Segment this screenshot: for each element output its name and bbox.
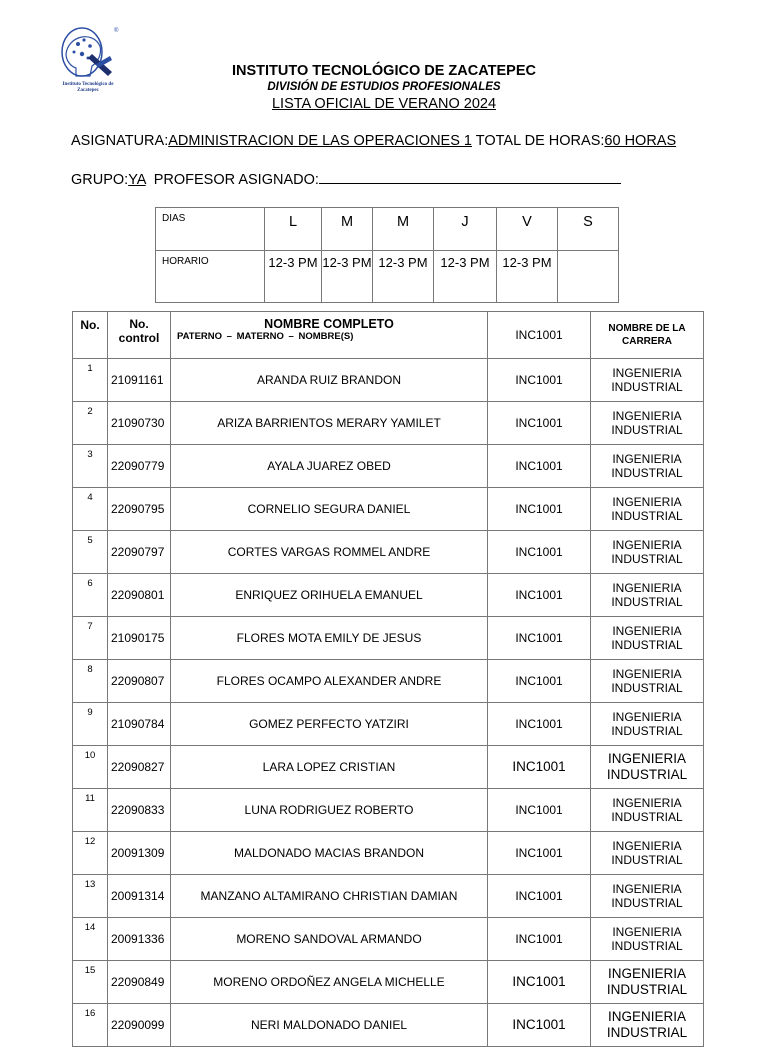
day-cell: M: [373, 208, 434, 251]
row-control-number: 20091309: [108, 832, 171, 875]
institution-title: INSTITUTO TECNOLÓGICO DE ZACATEPEC: [232, 63, 536, 79]
row-number: 9: [73, 703, 108, 746]
row-control-number: 21090784: [108, 703, 171, 746]
group-value: YA: [128, 172, 146, 188]
time-cell: 12-3 PM: [497, 251, 558, 303]
row-full-name: LUNA RODRIGUEZ ROBERTO: [171, 789, 488, 832]
row-control-number: 21090175: [108, 617, 171, 660]
schedule-table: [155, 207, 619, 303]
row-control-number: 22090807: [108, 660, 171, 703]
professor-label: PROFESOR ASIGNADO:: [145, 172, 319, 188]
row-full-name: ARANDA RUIZ BRANDON: [171, 359, 488, 402]
row-full-name: LARA LOPEZ CRISTIAN: [171, 746, 488, 789]
row-control-number: 20091314: [108, 875, 171, 918]
professor-blank-line: [319, 169, 621, 184]
row-number: 12: [73, 832, 108, 875]
row-full-name: CORTES VARGAS ROMMEL ANDRE: [171, 531, 488, 574]
table-row: [73, 402, 704, 445]
table-row: [73, 531, 704, 574]
header-name: [171, 312, 488, 359]
table-row: [73, 918, 704, 961]
row-group: INC1001: [488, 488, 591, 531]
subject-line: [71, 133, 676, 149]
header-name-sub: PATERNO – MATERNO – NOMBRE(S): [177, 331, 354, 342]
row-control-number: 22090801: [108, 574, 171, 617]
table-row: [73, 445, 704, 488]
row-full-name: MORENO SANDOVAL ARMANDO: [171, 918, 488, 961]
header-control: No. control: [108, 312, 171, 359]
row-number: 10: [73, 746, 108, 789]
time-cell: [558, 251, 619, 303]
row-group: INC1001: [488, 402, 591, 445]
row-number: 4: [73, 488, 108, 531]
row-number: 14: [73, 918, 108, 961]
row-number: 2: [73, 402, 108, 445]
table-row: [73, 488, 704, 531]
row-career: INGENIERIA INDUSTRIAL: [591, 574, 704, 617]
row-full-name: AYALA JUAREZ OBED: [171, 445, 488, 488]
row-full-name: ARIZA BARRIENTOS MERARY YAMILET: [171, 402, 488, 445]
table-row: [73, 1004, 704, 1047]
table-row: [73, 746, 704, 789]
row-group: INC1001: [488, 918, 591, 961]
row-full-name: MANZANO ALTAMIRANO CHRISTIAN DAMIAN: [171, 875, 488, 918]
row-group: INC1001: [488, 359, 591, 402]
row-group: INC1001: [488, 832, 591, 875]
row-career: INGENIERIA INDUSTRIAL: [591, 832, 704, 875]
row-number: 5: [73, 531, 108, 574]
row-control-number: 22090849: [108, 961, 171, 1004]
row-number: 3: [73, 445, 108, 488]
row-control-number: 22090833: [108, 789, 171, 832]
table-row: [73, 359, 704, 402]
row-full-name: FLORES OCAMPO ALEXANDER ANDRE: [171, 660, 488, 703]
row-group: INC1001: [488, 961, 591, 1004]
hours-label: TOTAL DE HORAS:: [471, 133, 605, 149]
table-row: [73, 617, 704, 660]
row-group: INC1001: [488, 617, 591, 660]
row-group: INC1001: [488, 1004, 591, 1047]
row-control-number: 22090795: [108, 488, 171, 531]
table-header-row: [73, 312, 704, 359]
row-career: INGENIERIA INDUSTRIAL: [591, 746, 704, 789]
table-row: [73, 875, 704, 918]
group-line: [71, 169, 621, 188]
table-row: [73, 703, 704, 746]
row-career: INGENIERIA INDUSTRIAL: [591, 789, 704, 832]
time-cell: 12-3 PM: [265, 251, 322, 303]
row-number: 8: [73, 660, 108, 703]
row-control-number: 21091161: [108, 359, 171, 402]
row-control-number: 20091336: [108, 918, 171, 961]
day-cell: J: [434, 208, 497, 251]
row-group: INC1001: [488, 531, 591, 574]
row-career: INGENIERIA INDUSTRIAL: [591, 660, 704, 703]
row-career: INGENIERIA INDUSTRIAL: [591, 703, 704, 746]
svg-text:®: ®: [114, 28, 119, 34]
subject-label: ASIGNATURA:: [71, 133, 169, 149]
row-group: INC1001: [488, 660, 591, 703]
row-career: INGENIERIA INDUSTRIAL: [591, 1004, 704, 1047]
row-number: 11: [73, 789, 108, 832]
header-no: No.: [73, 312, 108, 359]
table-row: [73, 660, 704, 703]
row-career: INGENIERIA INDUSTRIAL: [591, 402, 704, 445]
table-row: [73, 961, 704, 1004]
row-career: INGENIERIA INDUSTRIAL: [591, 961, 704, 1004]
hours-value: 60 HORAS: [604, 133, 677, 149]
row-group: INC1001: [488, 746, 591, 789]
time-cell: 12-3 PM: [373, 251, 434, 303]
row-control-number: 22090779: [108, 445, 171, 488]
row-control-number: 22090099: [108, 1004, 171, 1047]
header-career: NOMBRE DE LA CARRERA: [591, 312, 704, 359]
row-career: INGENIERIA INDUSTRIAL: [591, 531, 704, 574]
subject-value: ADMINISTRACION DE LAS OPERACIONES 1: [168, 133, 472, 149]
row-full-name: GOMEZ PERFECTO YATZIRI: [171, 703, 488, 746]
row-full-name: FLORES MOTA EMILY DE JESUS: [171, 617, 488, 660]
row-control-number: 21090730: [108, 402, 171, 445]
row-group: INC1001: [488, 574, 591, 617]
row-career: INGENIERIA INDUSTRIAL: [591, 617, 704, 660]
row-full-name: NERI MALDONADO DANIEL: [171, 1004, 488, 1047]
day-cell: S: [558, 208, 619, 251]
row-number: 13: [73, 875, 108, 918]
row-career: INGENIERIA INDUSTRIAL: [591, 359, 704, 402]
header-name-title: NOMBRE COMPLETO: [264, 317, 394, 331]
division-title: DIVISIÓN DE ESTUDIOS PROFESIONALES: [267, 81, 501, 93]
row-control-number: 22090827: [108, 746, 171, 789]
group-label: GRUPO:: [71, 172, 129, 188]
row-career: INGENIERIA INDUSTRIAL: [591, 875, 704, 918]
row-number: 1: [73, 359, 108, 402]
row-career: INGENIERIA INDUSTRIAL: [591, 918, 704, 961]
day-cell: M: [322, 208, 373, 251]
row-group: INC1001: [488, 875, 591, 918]
row-number: 7: [73, 617, 108, 660]
time-cell: 12-3 PM: [434, 251, 497, 303]
row-group: INC1001: [488, 703, 591, 746]
row-career: INGENIERIA INDUSTRIAL: [591, 445, 704, 488]
row-full-name: CORNELIO SEGURA DANIEL: [171, 488, 488, 531]
row-number: 15: [73, 961, 108, 1004]
hours-label: HORARIO: [156, 251, 265, 303]
hours-row: [156, 251, 619, 303]
table-row: [73, 789, 704, 832]
student-list-table: [72, 311, 704, 1047]
day-cell: L: [265, 208, 322, 251]
row-full-name: ENRIQUEZ ORIHUELA EMANUEL: [171, 574, 488, 617]
row-number: 6: [73, 574, 108, 617]
row-career: INGENIERIA INDUSTRIAL: [591, 488, 704, 531]
row-group: INC1001: [488, 445, 591, 488]
row-control-number: 22090797: [108, 531, 171, 574]
header-group: INC1001: [488, 312, 591, 359]
day-cell: V: [497, 208, 558, 251]
days-label: DIAS: [156, 208, 265, 251]
row-number: 16: [73, 1004, 108, 1047]
time-cell: 12-3 PM: [322, 251, 373, 303]
days-row: [156, 208, 619, 251]
row-full-name: MALDONADO MACIAS BRANDON: [171, 832, 488, 875]
row-full-name: MORENO ORDOÑEZ ANGELA MICHELLE: [171, 961, 488, 1004]
table-row: [73, 832, 704, 875]
table-row: [73, 574, 704, 617]
row-group: INC1001: [488, 789, 591, 832]
list-title: LISTA OFICIAL DE VERANO 2024: [271, 96, 497, 112]
logo-caption: Instituto Tecnológico de Zacatepec: [62, 82, 114, 93]
